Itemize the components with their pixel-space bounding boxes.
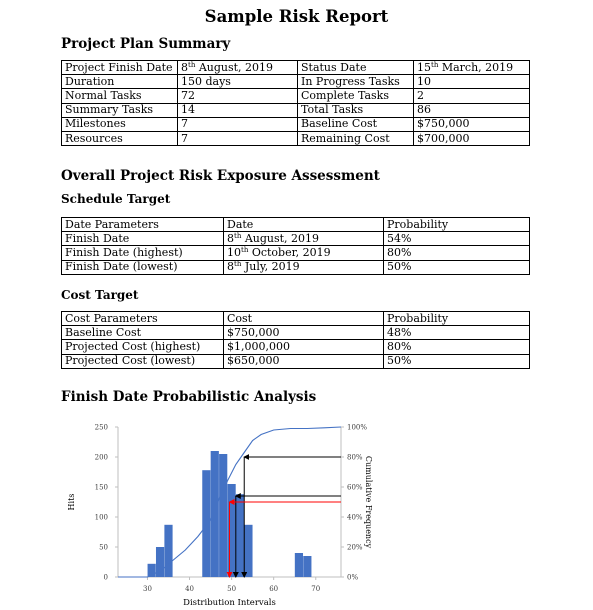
cost-probability: 48% xyxy=(384,326,530,340)
plan-summary-value: 14 xyxy=(178,103,298,117)
cost-header-row xyxy=(62,312,530,326)
plan-summary-value: $750,000 xyxy=(414,117,530,131)
plan-summary-label: Status Date xyxy=(298,61,414,75)
cost-heading: Cost Target xyxy=(61,288,139,302)
plan-summary-row xyxy=(62,89,530,103)
cost-header-cell: Cost Parameters xyxy=(62,312,224,326)
histogram-bar xyxy=(303,556,311,577)
schedule-heading: Schedule Target xyxy=(61,192,171,206)
x-tick-label: 30 xyxy=(142,585,152,593)
schedule-header-cell: Probability xyxy=(384,218,530,232)
plan-summary-heading: Project Plan Summary xyxy=(61,36,231,52)
schedule-label: Finish Date (lowest) xyxy=(62,260,224,274)
y2-tick-label: 80% xyxy=(347,453,363,462)
cost-probability: 50% xyxy=(384,354,530,368)
plan-summary-value: 150 days xyxy=(178,75,298,89)
cost-label: Baseline Cost xyxy=(62,326,224,340)
plan-summary-value: $700,000 xyxy=(414,131,530,145)
schedule-header-row xyxy=(62,218,530,232)
cost-table xyxy=(61,311,530,369)
plan-summary-value: 15th March, 2019 xyxy=(414,61,530,75)
plan-summary-value: 10 xyxy=(414,75,530,89)
histogram-bar xyxy=(164,525,172,577)
y-tick-label: 100 xyxy=(94,513,108,522)
cost-value: $1,000,000 xyxy=(224,340,384,354)
cost-header-cell: Probability xyxy=(384,312,530,326)
analysis-heading: Finish Date Probabilistic Analysis xyxy=(61,389,317,405)
histogram-bar xyxy=(236,494,244,577)
schedule-row xyxy=(62,260,530,274)
plan-summary-label: Baseline Cost xyxy=(298,117,414,131)
exposure-heading: Overall Project Risk Exposure Assessment xyxy=(61,168,380,184)
plan-summary-row xyxy=(62,131,530,145)
schedule-row xyxy=(62,246,530,260)
plan-summary-label: Remaining Cost xyxy=(298,131,414,145)
schedule-header-cell: Date xyxy=(224,218,384,232)
y-tick-label: 250 xyxy=(94,423,108,432)
plan-summary-row xyxy=(62,117,530,131)
schedule-label: Finish Date (highest) xyxy=(62,246,224,260)
cost-value: $750,000 xyxy=(224,326,384,340)
schedule-value: 10th October, 2019 xyxy=(224,246,384,260)
cost-value: $650,000 xyxy=(224,354,384,368)
plan-summary-value: 72 xyxy=(178,89,298,103)
cost-probability: 80% xyxy=(384,340,530,354)
plan-summary-value: 7 xyxy=(178,131,298,145)
schedule-value: 8th August, 2019 xyxy=(224,232,384,246)
histogram-bar xyxy=(228,484,236,577)
y-tick-label: 50 xyxy=(99,543,108,552)
plan-summary-label: Total Tasks xyxy=(298,103,414,117)
plan-summary-value: 86 xyxy=(414,103,530,117)
x-tick-label: 50 xyxy=(227,585,237,593)
report-title: Sample Risk Report xyxy=(204,7,389,26)
y2-axis-title: Cumulative Frequency xyxy=(364,455,373,549)
schedule-probability: 54% xyxy=(384,232,530,246)
schedule-header-cell: Date Parameters xyxy=(62,218,224,232)
y-tick-label: 150 xyxy=(94,483,108,492)
histogram-bar xyxy=(202,470,210,577)
x-tick-label: 60 xyxy=(269,585,279,593)
y2-tick-label: 20% xyxy=(347,543,363,552)
plan-summary-row xyxy=(62,75,530,89)
plan-summary-value: 2 xyxy=(414,89,530,103)
histogram-bar xyxy=(219,454,227,577)
cost-label: Projected Cost (lowest) xyxy=(62,354,224,368)
x-tick-label: 70 xyxy=(311,585,321,593)
schedule-probability: 50% xyxy=(384,260,530,274)
histogram-bar xyxy=(244,525,252,577)
cost-row xyxy=(62,340,530,354)
plan-summary-label: In Progress Tasks xyxy=(298,75,414,89)
plan-summary-row xyxy=(62,103,530,117)
y2-tick-label: 40% xyxy=(347,513,363,522)
y-tick-label: 0 xyxy=(103,573,108,582)
y2-tick-label: 60% xyxy=(347,483,363,492)
plan-summary-label: Project Finish Date xyxy=(62,61,178,75)
plan-summary-value: 8th August, 2019 xyxy=(178,61,298,75)
schedule-label: Finish Date xyxy=(62,232,224,246)
plan-summary-label: Complete Tasks xyxy=(298,89,414,103)
cost-row xyxy=(62,326,530,340)
cost-row xyxy=(62,354,530,368)
histogram-bar xyxy=(211,451,219,577)
schedule-probability: 80% xyxy=(384,246,530,260)
plan-summary-label: Resources xyxy=(62,131,178,145)
histogram-bar xyxy=(295,553,303,577)
cost-label: Projected Cost (highest) xyxy=(62,340,224,354)
plan-summary-label: Duration xyxy=(62,75,178,89)
schedule-table xyxy=(61,217,530,275)
x-axis-title: Distribution Intervals xyxy=(183,598,276,608)
plan-summary-value: 7 xyxy=(178,117,298,131)
plan-summary-label: Milestones xyxy=(62,117,178,131)
schedule-value: 8th July, 2019 xyxy=(224,260,384,274)
plan-summary-label: Normal Tasks xyxy=(62,89,178,103)
cost-header-cell: Cost xyxy=(224,312,384,326)
probabilistic-analysis-chart xyxy=(60,412,390,608)
plan-summary-row xyxy=(62,61,530,75)
y-tick-label: 200 xyxy=(94,453,108,462)
schedule-row xyxy=(62,232,530,246)
x-tick-label: 40 xyxy=(185,585,194,593)
plan-summary-label: Summary Tasks xyxy=(62,103,178,117)
y2-tick-label: 0% xyxy=(347,573,359,582)
y2-tick-label: 100% xyxy=(347,423,368,432)
y-axis-title: Hits xyxy=(67,493,76,511)
plan-summary-table xyxy=(61,60,530,146)
